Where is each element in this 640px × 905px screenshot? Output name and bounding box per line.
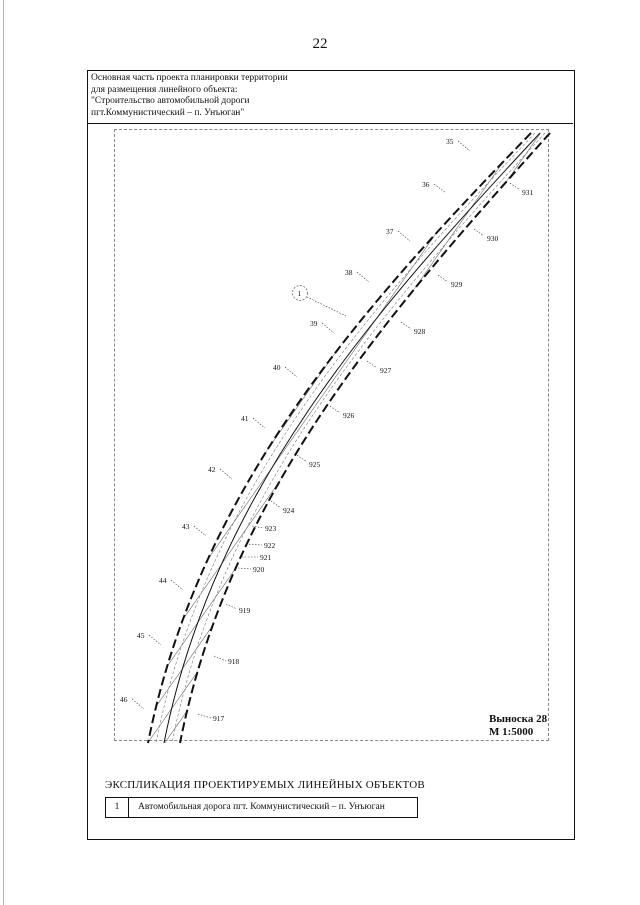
road-corridor [148,133,550,743]
road-axis [164,133,540,743]
picket-label: 923 [265,524,277,533]
object-marker [293,286,347,317]
picket-label: 45 [137,631,145,640]
picket-label: 35 [446,137,454,146]
picket-label: 36 [422,180,430,189]
picket-label: 39 [310,319,318,328]
picket-label: 38 [345,268,353,277]
explication-row-name: Автомобильная дорога пгт. Коммунистический – п. Унъюган [138,802,385,812]
callout-title: Выноска 28 [489,713,548,725]
page-number: 22 [312,36,328,52]
picket-label: 927 [380,366,392,375]
picket-label: 925 [309,460,321,469]
picket-label: 922 [264,541,276,550]
scan-edge [3,0,4,905]
right-label-leaders [198,183,520,718]
drawing-sheet [87,70,575,840]
title-line-2: для размещения линейного объекта: [91,84,238,95]
picket-label: 919 [239,606,251,615]
picket-label: 920 [253,565,265,574]
picket-label: 41 [241,414,249,423]
picket-label: 918 [228,657,240,666]
picket-label: 929 [451,280,463,289]
road-plan-drawing [88,71,574,771]
callout-block [489,713,547,738]
picket-label: 921 [260,553,272,562]
callout-scale: М 1:5000 [489,725,534,738]
picket-label: 924 [283,506,295,515]
explication-table [105,797,418,818]
object-marker-number: 1 [297,289,302,298]
picket-label: 917 [213,714,225,723]
picket-label: 926 [343,411,355,420]
picket-label: 42 [208,465,216,474]
edge-line-left [156,133,535,743]
picket-label: 46 [120,695,128,704]
title-line-3: "Строительство автомобильной дороги [91,96,250,106]
picket-label: 44 [159,576,167,585]
picket-label: 43 [182,522,190,531]
explication-title: ЭКСПЛИКАЦИЯ ПРОЕКТИРУЕМЫХ ЛИНЕЙНЫХ ОБЪЕКТОВ [105,779,425,791]
picket-label: 928 [414,327,426,336]
corridor-boundary-left [148,133,531,743]
picket-label: 37 [386,227,394,236]
right-picket-labels [213,188,534,723]
edge-line-right [172,133,548,743]
title-line-4: пгт.Коммунистический – п. Унъюган" [91,107,245,118]
picket-label: 931 [522,188,534,197]
corridor-boundary-right [180,133,550,743]
picket-label: 930 [487,234,499,243]
title-line-1: Основная часть проекта планировки территории [91,73,288,83]
picket-label: 40 [273,363,281,372]
explication-row-number: 1 [106,798,129,817]
